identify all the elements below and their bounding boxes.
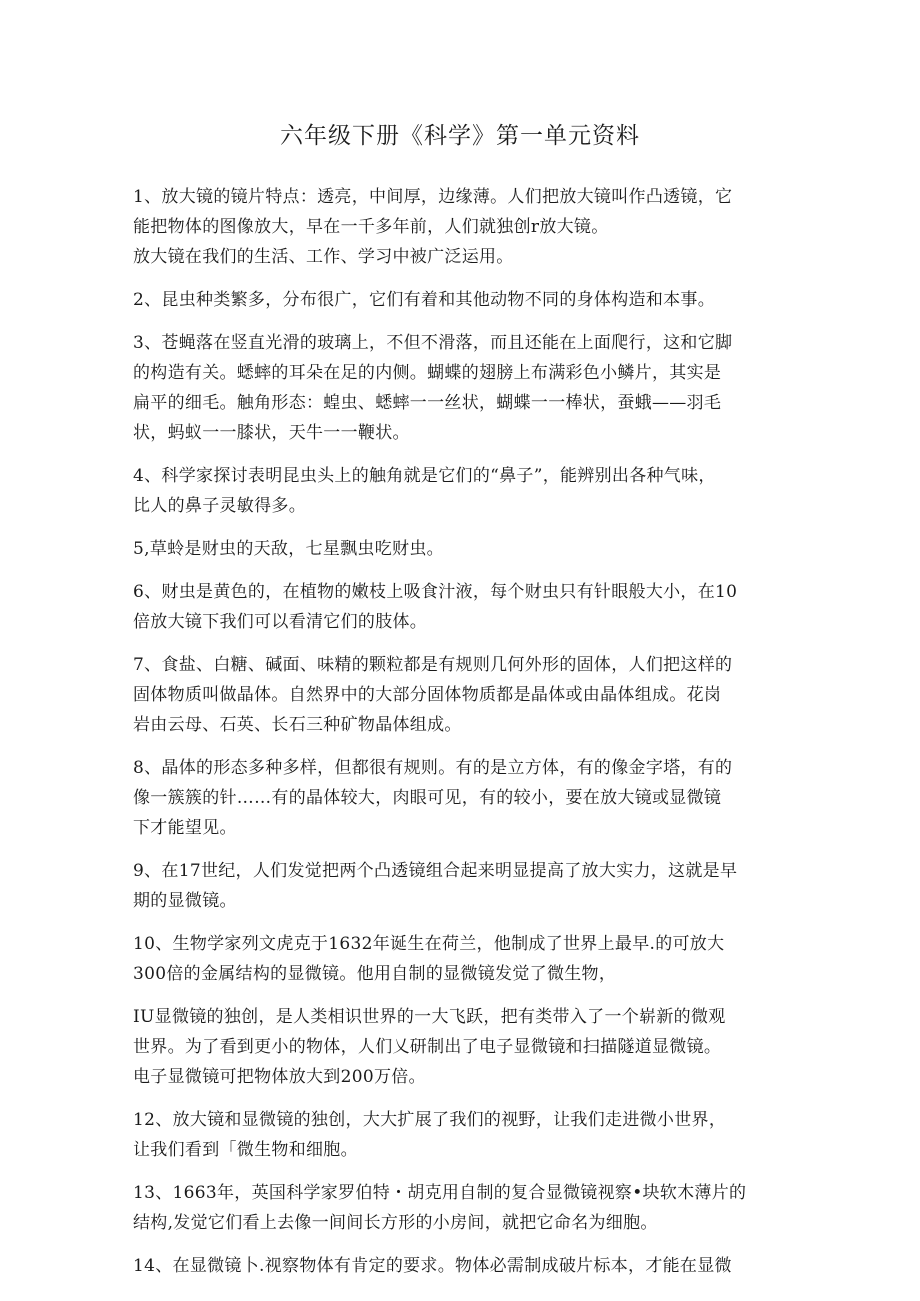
paragraph-line: 倍放大镜下我们可以看清它们的肢体。: [133, 612, 428, 632]
paragraph-3: [133, 328, 778, 448]
paragraph-line: IU显微镜的独创，是人类相识世界的一大飞跃，把有类带入了一个崭新的微观: [133, 1007, 726, 1027]
paragraph-line: 9、在17世纪，人们发觉把两个凸透镜组合起来明显提高了放大实力，这就是早: [133, 861, 738, 881]
paragraph-line: 300倍的金属结构的显微镜。他用自制的显微镜发觉了微生物，: [133, 964, 617, 984]
paragraph-line: 13、1663年，英国科学家罗伯特・胡克用自制的复合显微镜视察•块软木薄片的: [133, 1183, 747, 1203]
document-title: 六年级下册《科学》第一单元资料: [280, 123, 640, 149]
paragraph-5: [133, 534, 778, 564]
paragraph-9: [133, 856, 778, 916]
paragraph-12: [133, 1105, 778, 1165]
paragraph-line: 扁平的细毛。触角形态：蝗虫、蟋蟀一一丝状，蝴蝶一一棒状，蚕蛾——羽毛: [133, 393, 722, 413]
paragraph-4: [133, 461, 778, 521]
paragraph-line: 3、苍蝇落在竖直光滑的玻璃上，不但不滑落，而且还能在上面爬行，这和它脚: [133, 333, 733, 353]
paragraph-line: 世界。为了看到更小的物体，人们乂研制出了电子显微镜和扫描隧道显微镜。: [133, 1037, 722, 1057]
paragraph-line: 1、放大镜的镜片特点：透亮，中间厚，边缘薄。人们把放大镜叫作凸透镜，它: [133, 187, 733, 207]
paragraph-line: 下才能望见。: [133, 818, 237, 838]
document-body: [133, 182, 778, 1294]
paragraph-line: 期的显微镜。: [133, 891, 237, 911]
paragraph-line: 像一簇簇的针……有的晶体较大，肉眼可见，有的较小，要在放大镜或显微镜: [133, 788, 722, 808]
paragraph-10: [133, 929, 778, 989]
paragraph-8: [133, 753, 778, 843]
paragraph-line: 结构,发觉它们看上去像一间间长方形的小房间，就把它命名为细胞。: [133, 1213, 658, 1233]
paragraph-1: [133, 182, 778, 272]
paragraph-line: 电子显微镜可把物体放大到200万倍。: [133, 1067, 426, 1087]
paragraph-6: [133, 577, 778, 637]
paragraph-line: 6、财虫是黄色的，在植物的嫩枝上吸食汁液，每个财虫只有针眼般大小，在10: [133, 582, 738, 602]
paragraph-line: 10、生物学家列文虎克于1632年诞生在荷兰，他制成了世界上最早.的可放大: [133, 934, 725, 954]
paragraph-line: 放大镜在我们的生活、工作、学习中被广泛运用。: [133, 247, 514, 267]
paragraph-7: [133, 650, 778, 740]
paragraph-line: 5,草蛉是财虫的天敌，七星飘虫吃财虫。: [133, 539, 444, 559]
paragraph-2: [133, 285, 778, 315]
paragraph-line: 8、晶体的形态多种多样，但都很有规则。有的是立方体，有的像金字塔，有的: [133, 758, 733, 778]
paragraph-line: 能把物体的图像放大，早在一千多年前，人们就独创r放大镜。: [133, 217, 609, 237]
paragraph-line: 岩由云母、石英、长石三种矿物晶体组成。: [133, 715, 462, 735]
paragraph-line: 的构造有关。蟋蟀的耳朵在足的内侧。蝴蝶的翅膀上布满彩色小鳞片，其实是: [133, 363, 722, 383]
paragraph-line: 比人的鼻子灵敏得多。: [133, 496, 306, 516]
paragraph-14: [133, 1251, 778, 1281]
paragraph-13: [133, 1178, 778, 1238]
paragraph-11: [133, 1002, 778, 1092]
paragraph-line: 7、食盐、白糖、碱面、味精的颗粒都是有规则几何外形的固体，人们把这样的: [133, 655, 733, 675]
paragraph-line: 14、在显微镜卜.视察物体有肯定的要求。物体必需制成破片标本，才能在显微: [133, 1256, 732, 1276]
paragraph-line: 12、放大镜和显微镜的独创，大大扩展了我们的视野，让我们走进微小世界，: [133, 1110, 727, 1130]
paragraph-line: 固体物质叫做晶体。自然界中的大部分固体物质都是晶体或由晶体组成。花岗: [133, 685, 722, 705]
paragraph-line: 4、科学家探讨表明昆虫头上的触角就是它们的“鼻子”，能辨别出各种气味，: [133, 466, 716, 486]
paragraph-line: 让我们看到「微生物和细胞。: [133, 1140, 358, 1160]
paragraph-line: 状，蚂蚁一一膝状，天牛一一鞭状。: [133, 423, 410, 443]
paragraph-line: 2、昆虫种类繁多，分布很广，它们有着和其他动物不同的身体构造和本事。: [133, 290, 716, 310]
